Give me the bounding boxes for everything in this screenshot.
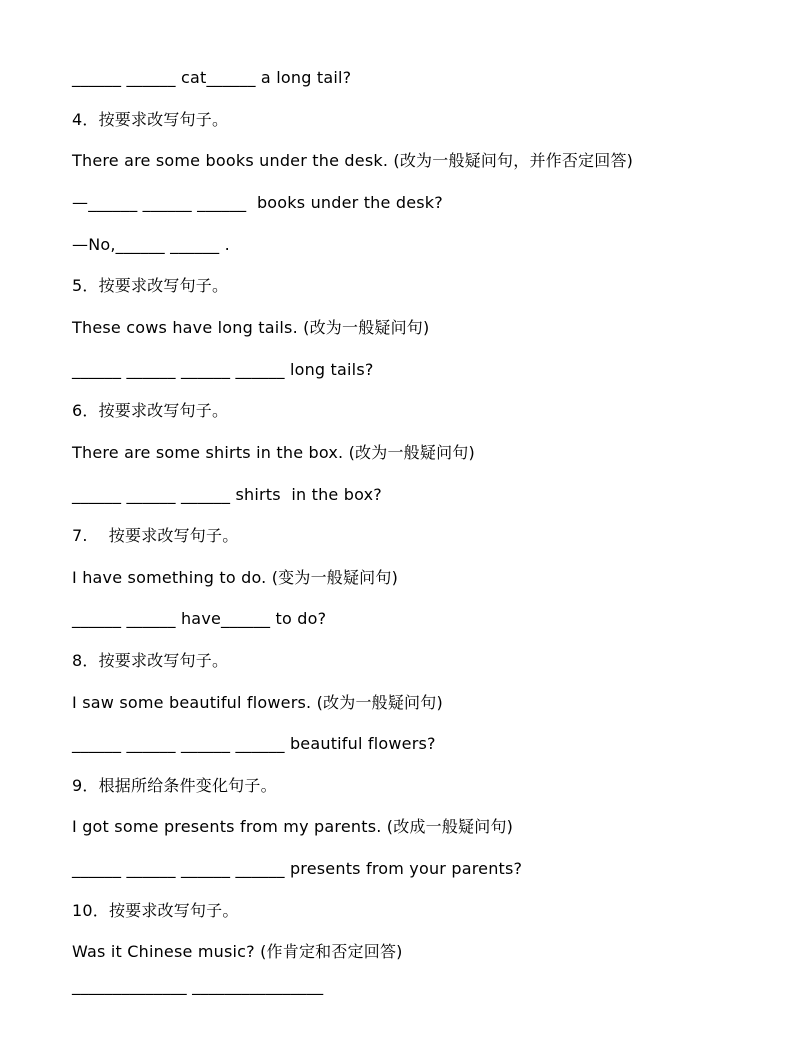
question-5-sentence: These cows have long tails. (改为一般疑问句) (72, 318, 430, 337)
question-8-sentence: I saw some beautiful flowers. (改为一般疑问句) (72, 693, 443, 712)
question-6-instruction: 6．按要求改写句子。 (72, 401, 229, 420)
question-9-sentence: I got some presents from my parents. (改成一般疑问句) (72, 817, 514, 836)
question-8-answer: ______ ______ ______ ______ beautiful flowers? (72, 734, 436, 753)
question-9-answer: ______ ______ ______ ______ presents from your parents? (72, 859, 523, 878)
question-4-instruction: 4．按要求改写句子。 (72, 110, 229, 129)
question-4-answer-question: —______ ______ ______ books under the desk? (72, 193, 443, 212)
question-5-answer: ______ ______ ______ ______ long tails? (72, 360, 374, 379)
question-6-sentence: There are some shirts in the box. (改为一般疑问句) (72, 443, 475, 462)
question-7-sentence: I have something to do. (变为一般疑问句) (72, 568, 399, 587)
question-4-sentence: There are some books under the desk. (改为一般疑问句，并作否定回答) (72, 151, 634, 170)
question-6-answer: ______ ______ ______ shirts in the box? (72, 485, 382, 504)
question-5-instruction: 5．按要求改写句子。 (72, 276, 229, 295)
question-9-instruction: 9．根据所给条件变化句子。 (72, 776, 277, 795)
question-8-instruction: 8．按要求改写句子。 (72, 651, 229, 670)
question-10-instruction: 10．按要求改写句子。 (72, 901, 239, 920)
question-10-sentence: Was it Chinese music? (作肯定和否定回答) (72, 942, 403, 961)
question-4-answer-reply: —No,______ ______ . (72, 235, 230, 254)
question-7-instruction: 7. 按要求改写句子。 (72, 526, 239, 545)
answer-line-3: ______ ______ cat______ a long tail? (72, 68, 352, 87)
question-10-answer: ______________ ________________ (72, 976, 324, 995)
question-7-answer: ______ ______ have______ to do? (72, 609, 327, 628)
